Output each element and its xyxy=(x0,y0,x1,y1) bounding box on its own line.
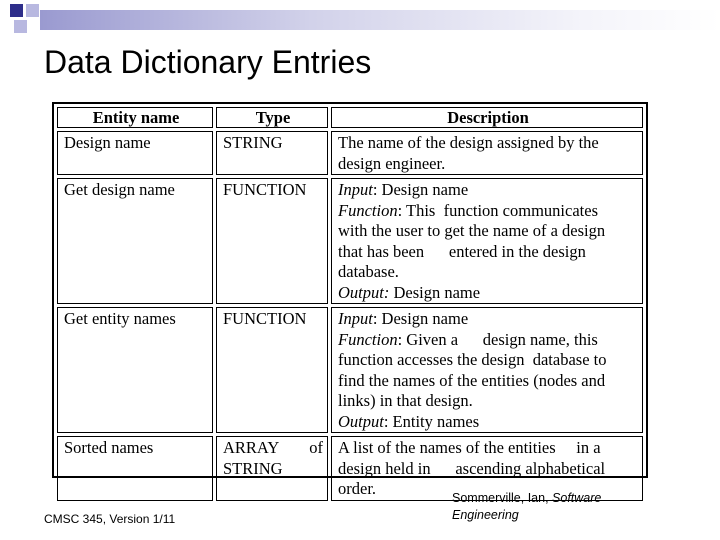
type-text: FUNCTION xyxy=(223,180,307,199)
description-line xyxy=(338,283,638,304)
description-text: A list of the names of the entities in a xyxy=(338,438,601,457)
description-text: design engineer. xyxy=(338,153,446,173)
description-text: database. xyxy=(338,262,399,281)
description-cell xyxy=(331,131,643,175)
description-line xyxy=(338,371,638,392)
decoration-square-light xyxy=(14,20,27,33)
type-text: STRING xyxy=(223,133,283,152)
table-row xyxy=(57,307,643,433)
description-text: : Given a design name, this xyxy=(397,329,598,349)
description-cell xyxy=(331,307,643,433)
description-text: : Design name xyxy=(372,180,469,199)
column-header: Type xyxy=(216,107,328,128)
description-text: with the user to get the name of a design xyxy=(338,221,606,240)
description-text: links) in that design. xyxy=(338,391,473,410)
decoration-square-dark xyxy=(10,4,23,17)
description-text: : Entity names xyxy=(383,411,480,431)
description-line xyxy=(338,201,638,222)
description-line xyxy=(338,459,638,480)
type-cell xyxy=(216,178,328,304)
description-text: that has been entered in the design xyxy=(338,241,586,261)
description-line xyxy=(338,412,638,433)
decoration-gradient-band xyxy=(40,10,720,30)
description-line xyxy=(338,242,638,263)
type-cell xyxy=(216,307,328,433)
type-text: STRING xyxy=(223,458,283,478)
description-label: Input xyxy=(338,180,373,199)
citation-title-part: Engineering xyxy=(452,508,519,522)
type-cell xyxy=(216,131,328,175)
description-text: Design name xyxy=(389,282,481,302)
course-label: CMSC 345, Version 1/11 xyxy=(44,512,176,526)
column-header: Description xyxy=(331,107,643,128)
entity-name-cell: Design name xyxy=(57,131,213,175)
description-line xyxy=(338,262,638,283)
description-text: design held in ascending alphabetical xyxy=(338,458,606,478)
table-row xyxy=(57,131,643,175)
description-line xyxy=(338,391,638,412)
description-line xyxy=(338,221,638,242)
column-header: Entity name xyxy=(57,107,213,128)
description-line xyxy=(338,330,638,351)
description-label: Function xyxy=(338,329,398,349)
description-text: order. xyxy=(338,479,377,498)
slide-title: Data Dictionary Entries xyxy=(44,44,372,80)
header-decoration xyxy=(0,0,720,40)
description-label: Input xyxy=(338,309,373,328)
description-line xyxy=(338,438,638,459)
description-line xyxy=(338,154,638,175)
type-cell xyxy=(216,436,328,501)
entity-name-cell: Get design name xyxy=(57,178,213,304)
citation-title-part: Software xyxy=(552,491,602,505)
description-line xyxy=(338,133,638,154)
description-text: The name of the design assigned by the xyxy=(338,133,599,152)
description-cell xyxy=(331,178,643,304)
table-body xyxy=(57,131,643,501)
citation xyxy=(452,490,601,524)
description-line xyxy=(338,309,638,330)
entity-name-cell: Sorted names xyxy=(57,436,213,501)
table-header-row xyxy=(57,107,643,128)
description-text: find the names of the entities (nodes and xyxy=(338,370,606,390)
type-text: ARRAY xyxy=(223,438,280,457)
description-label: Output xyxy=(338,411,384,431)
description-text: : Design name xyxy=(372,309,469,328)
description-text: : This function communicates xyxy=(397,200,598,220)
type-text: FUNCTION xyxy=(223,309,307,328)
description-label: Function xyxy=(338,200,398,220)
table-row xyxy=(57,178,643,304)
type-text: of xyxy=(309,438,323,457)
decoration-square-light xyxy=(26,4,39,17)
description-text: function accesses the design database to xyxy=(338,350,607,369)
description-line xyxy=(338,350,638,371)
entity-name-cell: Get entity names xyxy=(57,307,213,433)
citation-author: Sommerville, Ian, xyxy=(452,491,553,505)
description-label: Output: xyxy=(338,282,390,302)
description-line xyxy=(338,180,638,201)
